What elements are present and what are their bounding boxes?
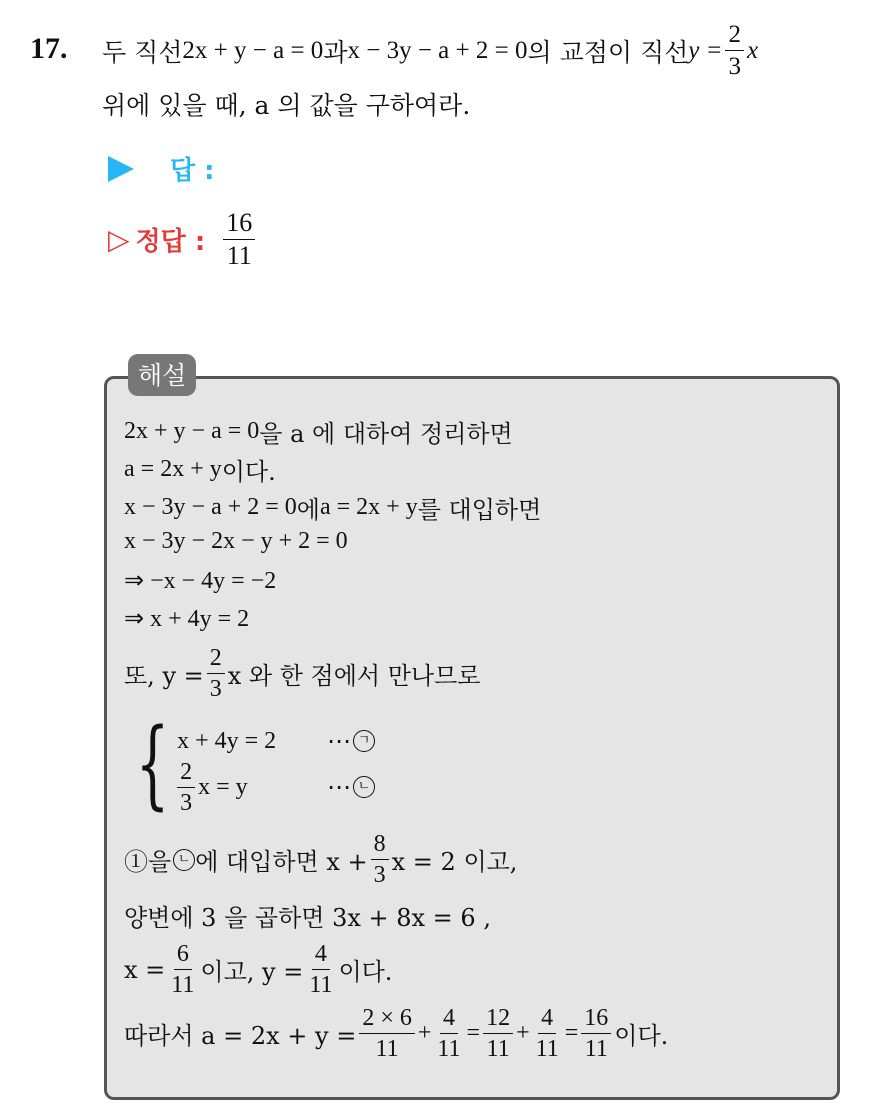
text: 이고, y = (200, 958, 304, 986)
equation-system (122, 708, 375, 820)
system-rows (177, 718, 375, 816)
fraction-denominator: 3 (373, 862, 386, 888)
plus-sign: + (516, 1020, 530, 1046)
fraction-numerator: 2 × 6 (359, 1006, 415, 1034)
solution-row (108, 210, 258, 269)
text: x = 2 이고, (391, 848, 518, 876)
explanation-line-11 (124, 1006, 668, 1061)
system-equation-1: x + 4y = 2 (177, 727, 277, 754)
answer-label: 답 : (170, 156, 215, 186)
math: a = 2x + y (124, 456, 222, 482)
fraction (177, 760, 195, 815)
solution-label: 정답 : (135, 227, 206, 257)
explanation-line-3 (124, 490, 541, 525)
ellipsis: ⋯ (327, 728, 352, 755)
text: x = y (198, 773, 248, 800)
text: 이다. (338, 958, 393, 986)
explanation-line-7 (124, 646, 480, 701)
fraction-numerator: 2 (207, 646, 225, 674)
play-triangle-icon (108, 156, 134, 182)
fraction-numerator: 8 (371, 832, 389, 860)
fraction-numerator: 4 (538, 1006, 556, 1034)
fraction (306, 942, 335, 997)
fraction (207, 646, 225, 701)
explanation-line-9: 양변에 3 을 곱하면 3x + 8x = 6 , (124, 904, 491, 932)
explanation-tag: 해설 (128, 354, 196, 396)
system-row-1 (177, 718, 375, 764)
fraction (371, 832, 389, 887)
fraction-numerator: 6 (174, 942, 192, 970)
question-line-2: 위에 있을 때, a 의 값을 구하여라. (102, 91, 471, 120)
text: 를 대입하면 (417, 496, 542, 524)
explanation-line-1 (124, 414, 513, 449)
equation-2: x − 3y − a + 2 = 0 (347, 36, 528, 64)
text: 또, y = (124, 662, 204, 690)
fraction-numerator: 16 (581, 1006, 611, 1034)
text: x = (124, 955, 166, 984)
text: ①을 (124, 848, 172, 876)
explanation-line-5: ⇒ −x − 4y = −2 (124, 568, 277, 594)
question-number: 17. (30, 32, 68, 65)
solution-numerator: 16 (223, 210, 255, 240)
explanation-line-2 (124, 452, 276, 487)
text: 이다. (221, 458, 276, 486)
fraction-denominator: 11 (171, 972, 195, 998)
math: x − 3y − a + 2 = 0 (124, 494, 297, 520)
text: 에 대입하면 x + (195, 848, 368, 876)
outline-triangle-icon: ▷ (108, 223, 130, 256)
circled-label: ㄴ (173, 849, 195, 871)
fraction-denominator: 3 (209, 676, 222, 702)
line-y: y = (688, 36, 723, 64)
answer-row (108, 150, 215, 187)
explanation-line-10 (124, 942, 392, 997)
system-row-2 (177, 758, 375, 816)
solution-denominator: 11 (226, 241, 252, 270)
fraction-denominator: 3 (180, 789, 193, 816)
circled-label: ㄱ (353, 730, 375, 752)
equals-sign: = (564, 1020, 579, 1046)
math: 2x + y − a = 0 (124, 418, 260, 444)
fraction-numerator: 4 (440, 1006, 458, 1034)
fraction-denominator: 3 (728, 53, 741, 80)
answer-area (108, 150, 253, 270)
fraction (168, 942, 197, 997)
text: 에 (296, 496, 320, 524)
fraction-denominator: 11 (309, 972, 333, 998)
text: 따라서 a = 2x + y = (124, 1022, 357, 1050)
explanation-line-4: x − 3y − 2x − y + 2 = 0 (124, 528, 348, 554)
explanation-line-8 (124, 832, 517, 887)
question-text: 과 (323, 37, 348, 67)
question-line-1 (102, 22, 758, 79)
fraction (434, 1006, 463, 1061)
explanation-line-6: ⇒ x + 4y = 2 (124, 606, 250, 632)
fraction (725, 22, 744, 79)
question-text: 두 직선 (102, 37, 183, 67)
brace-icon: { (135, 708, 170, 820)
equals-sign: = (466, 1020, 481, 1046)
fraction (581, 1006, 611, 1061)
fraction-numerator: 2 (725, 22, 744, 51)
ellipsis: ⋯ (327, 774, 352, 801)
fraction-numerator: 4 (312, 942, 330, 970)
text: 이다. (614, 1022, 669, 1050)
fraction (533, 1006, 562, 1061)
fraction-denominator: 11 (584, 1036, 608, 1062)
question-text: 의 교점이 직선 (527, 37, 689, 67)
equation-1: 2x + y − a = 0 (182, 36, 324, 64)
fraction-denominator: 11 (375, 1036, 399, 1062)
fraction-denominator: 11 (486, 1036, 510, 1062)
line-x: x (746, 36, 759, 64)
fraction-denominator: 11 (437, 1036, 461, 1062)
text: 을 a 에 대하여 정리하면 (259, 420, 513, 448)
system-equation-2 (177, 760, 327, 815)
fraction-denominator: 11 (535, 1036, 559, 1062)
fraction (359, 1006, 415, 1061)
fraction-numerator: 12 (483, 1006, 513, 1034)
solution-value (223, 210, 255, 269)
circled-label: ㄴ (353, 776, 375, 798)
fraction (483, 1006, 513, 1061)
math: a = 2x + y (319, 494, 418, 520)
plus-sign: + (417, 1020, 432, 1046)
text: x 와 한 점에서 만나므로 (227, 662, 481, 690)
fraction-numerator: 2 (177, 760, 195, 788)
